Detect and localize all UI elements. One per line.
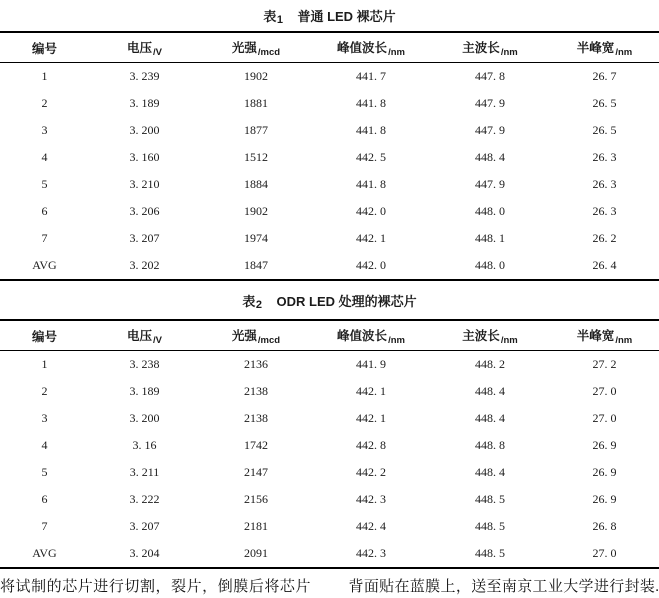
table-cell: 447. 9 <box>430 90 550 117</box>
column-header: 峰值波长$_{/nm}$ <box>312 32 430 63</box>
table1-ordinary-led <box>0 31 659 281</box>
row-label: 3 <box>0 405 89 432</box>
table-cell: 442. 0 <box>312 198 430 225</box>
row-label: 6 <box>0 486 89 513</box>
table-row <box>0 513 659 540</box>
table-row <box>0 540 659 568</box>
row-label: 4 <box>0 144 89 171</box>
table-row <box>0 432 659 459</box>
column-header: 半峰宽$_{/nm}$ <box>550 32 659 63</box>
table-cell: 27. 0 <box>550 540 659 568</box>
table-cell: 2181 <box>200 513 312 540</box>
row-label: AVG <box>0 540 89 568</box>
column-header: 电压$_{/V}$ <box>89 32 200 63</box>
table-cell: 3. 189 <box>89 378 200 405</box>
table-cell: 27. 0 <box>550 405 659 432</box>
table-cell: 2147 <box>200 459 312 486</box>
table-cell: 441. 8 <box>312 90 430 117</box>
table-cell: 2138 <box>200 378 312 405</box>
table1-caption <box>0 0 659 31</box>
table-row <box>0 378 659 405</box>
table-cell: 3. 222 <box>89 486 200 513</box>
table-cell: 448. 0 <box>430 252 550 280</box>
table-cell: 1742 <box>200 432 312 459</box>
table-row <box>0 144 659 171</box>
table-cell: 448. 4 <box>430 459 550 486</box>
table-row <box>0 117 659 144</box>
table-cell: 448. 1 <box>430 225 550 252</box>
table-cell: 448. 2 <box>430 351 550 379</box>
column-header: 电压$_{/V}$ <box>89 320 200 351</box>
table-cell: 26. 4 <box>550 252 659 280</box>
table-cell: 447. 9 <box>430 171 550 198</box>
table-cell: 442. 0 <box>312 252 430 280</box>
table-row <box>0 63 659 91</box>
table-cell: 448. 5 <box>430 513 550 540</box>
table-cell: 447. 9 <box>430 117 550 144</box>
table-cell: 3. 204 <box>89 540 200 568</box>
table-cell: 442. 3 <box>312 486 430 513</box>
row-label: 2 <box>0 90 89 117</box>
table-cell: 27. 0 <box>550 378 659 405</box>
table-cell: 442. 2 <box>312 459 430 486</box>
table-cell: 3. 207 <box>89 225 200 252</box>
table-cell: 1877 <box>200 117 312 144</box>
column-header: 编号 <box>0 320 89 351</box>
table-cell: 448. 4 <box>430 378 550 405</box>
table-cell: 441. 8 <box>312 117 430 144</box>
column-header: 主波长$_{/nm}$ <box>430 32 550 63</box>
table-cell: 442. 3 <box>312 540 430 568</box>
table-cell: 3. 16 <box>89 432 200 459</box>
table-cell: 441. 7 <box>312 63 430 91</box>
table-row <box>0 486 659 513</box>
table2-caption-label: 表2 <box>242 294 262 309</box>
table-cell: 3. 210 <box>89 171 200 198</box>
row-label: 6 <box>0 198 89 225</box>
table-cell: 3. 206 <box>89 198 200 225</box>
table-row <box>0 351 659 379</box>
table-cell: 26. 3 <box>550 198 659 225</box>
row-label: 5 <box>0 171 89 198</box>
table-cell: 3. 207 <box>89 513 200 540</box>
table-cell: 442. 1 <box>312 225 430 252</box>
table-cell: 27. 2 <box>550 351 659 379</box>
table-cell: 442. 1 <box>312 378 430 405</box>
table1-caption-label: 表1 <box>263 9 283 24</box>
row-label: 3 <box>0 117 89 144</box>
table-cell: 3. 238 <box>89 351 200 379</box>
table-cell: 448. 0 <box>430 198 550 225</box>
table-cell: 3. 202 <box>89 252 200 280</box>
row-label: 1 <box>0 351 89 379</box>
table-cell: 448. 4 <box>430 405 550 432</box>
table2-caption-title: ODR LED 处理的裸芯片 <box>277 294 417 309</box>
row-label: AVG <box>0 252 89 280</box>
table-cell: 442. 5 <box>312 144 430 171</box>
table-cell: 2091 <box>200 540 312 568</box>
table-cell: 1884 <box>200 171 312 198</box>
table-cell: 3. 200 <box>89 405 200 432</box>
row-label: 7 <box>0 225 89 252</box>
column-header: 光强$_{/mcd}$ <box>200 32 312 63</box>
body-text-right-column: 背面贴在蓝膜上，送至南京工业大学进行封装. <box>349 576 659 598</box>
table-cell: 3. 160 <box>89 144 200 171</box>
table-cell: 26. 3 <box>550 144 659 171</box>
table-cell: 3. 200 <box>89 117 200 144</box>
table-cell: 26. 2 <box>550 225 659 252</box>
table-cell: 1902 <box>200 63 312 91</box>
table-cell: 2138 <box>200 405 312 432</box>
table-cell: 442. 8 <box>312 432 430 459</box>
table-cell: 26. 7 <box>550 63 659 91</box>
table-cell: 448. 4 <box>430 144 550 171</box>
table-row <box>0 171 659 198</box>
table1-header-row <box>0 32 659 63</box>
table-cell: 26. 3 <box>550 171 659 198</box>
table-row <box>0 405 659 432</box>
table-cell: 26. 9 <box>550 432 659 459</box>
table-cell: 2156 <box>200 486 312 513</box>
table-cell: 448. 5 <box>430 486 550 513</box>
table-cell: 26. 5 <box>550 117 659 144</box>
table-cell: 1512 <box>200 144 312 171</box>
table-row <box>0 252 659 280</box>
row-label: 7 <box>0 513 89 540</box>
table-cell: 1974 <box>200 225 312 252</box>
table-row <box>0 198 659 225</box>
table-cell: 1881 <box>200 90 312 117</box>
table-cell: 448. 5 <box>430 540 550 568</box>
table2-odr-led <box>0 319 659 569</box>
row-label: 2 <box>0 378 89 405</box>
row-label: 1 <box>0 63 89 91</box>
table-cell: 1902 <box>200 198 312 225</box>
table-cell: 448. 8 <box>430 432 550 459</box>
row-label: 5 <box>0 459 89 486</box>
table1-caption-title: 普通 LED 裸芯片 <box>297 9 395 24</box>
table2-caption <box>0 281 659 319</box>
table2-header-row <box>0 320 659 351</box>
table-cell: 3. 189 <box>89 90 200 117</box>
column-header: 半峰宽$_{/nm}$ <box>550 320 659 351</box>
table-row <box>0 225 659 252</box>
table-cell: 442. 4 <box>312 513 430 540</box>
table-cell: 26. 5 <box>550 90 659 117</box>
table-row <box>0 459 659 486</box>
table-cell: 441. 8 <box>312 171 430 198</box>
table-cell: 26. 9 <box>550 486 659 513</box>
table-cell: 26. 8 <box>550 513 659 540</box>
table-row <box>0 90 659 117</box>
table-cell: 3. 211 <box>89 459 200 486</box>
column-header: 主波长$_{/nm}$ <box>430 320 550 351</box>
column-header: 编号 <box>0 32 89 63</box>
table-cell: 441. 9 <box>312 351 430 379</box>
column-header: 光强$_{/mcd}$ <box>200 320 312 351</box>
table-cell: 3. 239 <box>89 63 200 91</box>
table-cell: 2136 <box>200 351 312 379</box>
table-cell: 26. 9 <box>550 459 659 486</box>
column-header: 峰值波长$_{/nm}$ <box>312 320 430 351</box>
table-cell: 447. 8 <box>430 63 550 91</box>
body-text-left-column: 将试制的芯片进行切割，裂片，倒膜后将芯片 <box>0 576 311 598</box>
row-label: 4 <box>0 432 89 459</box>
table-cell: 1847 <box>200 252 312 280</box>
table-cell: 442. 1 <box>312 405 430 432</box>
